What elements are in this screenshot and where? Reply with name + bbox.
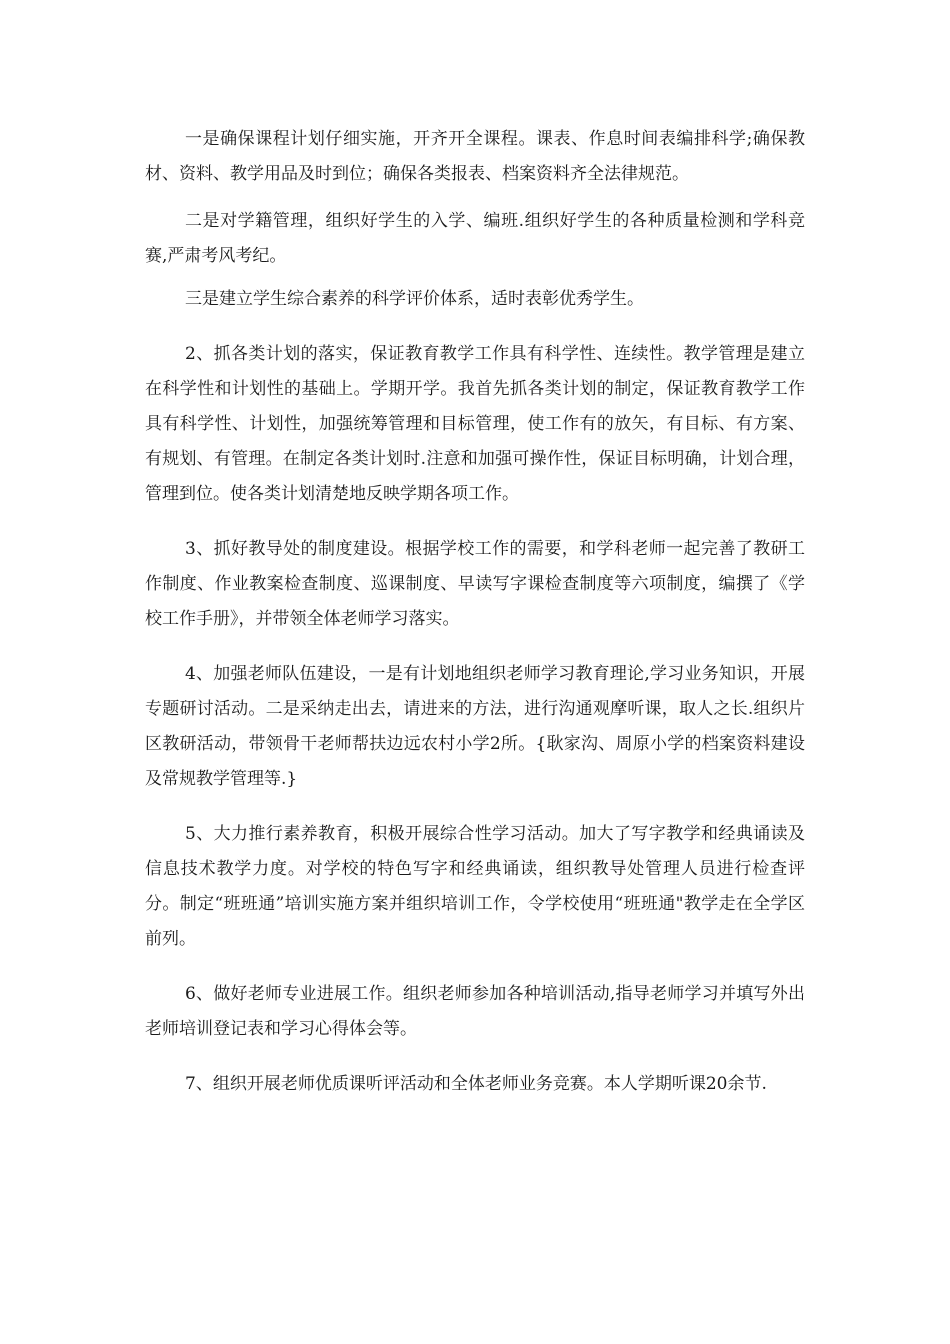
paragraph-9: 7、组织开展老师优质课听评活动和全体老师业务竞赛。本人学期听课20余节.	[185, 1074, 767, 1094]
paragraph-8: 6、做好老师专业进展工作。组织老师参加各种培训活动,指导老师学习并填写外出老师培训登记表和学习心得体会等。	[145, 984, 805, 1039]
paragraph-7: 5、大力推行素养教育，积极开展综合性学习活动。加大了写字教学和经典诵读及信息技术教学力度。对学校的特色写字和经典诵读，组织教导处管理人员进行检查评分。制定“班班通”培训实施方案并组织培训工作，令学校使用“班班通"教学走在全学区前列。	[145, 824, 805, 949]
paragraph-1: 一是确保课程计划仔细实施，开齐开全课程。课表、作息时间表编排科学;确保教材、资料、教学用品及时到位；确保各类报表、档案资料齐全法律规范。	[145, 129, 805, 184]
document-body	[145, 122, 805, 1102]
paragraph-2: 二是对学籍管理，组织好学生的入学、编班.组织好学生的各种质量检测和学科竞赛,严肃考风考纪。	[145, 211, 805, 266]
paragraph-6: 4、加强老师队伍建设，一是有计划地组织老师学习教育理论,学习业务知识，开展专题研讨活动。二是采纳走出去，请进来的方法，进行沟通观摩听课，取人之长.组织片区教研活动，带领骨干老师帮扶边远农村小学2所。{耿家沟、周原小学的档案资料建设及常规教学管理等.}	[145, 664, 805, 789]
paragraph-4: 2、抓各类计划的落实，保证教育教学工作具有科学性、连续性。教学管理是建立在科学性和计划性的基础上。学期开学。我首先抓各类计划的制定，保证教育教学工作具有科学性、计划性，加强统筹管理和目标管理，使工作有的放矢，有目标、有方案、有规划、有管理。在制定各类计划时.注意和加强可操作性，保证目标明确，计划合理，管理到位。使各类计划清楚地反映学期各项工作。	[145, 344, 805, 504]
paragraph-3: 三是建立学生综合素养的科学评价体系，适时表彰优秀学生。	[185, 289, 644, 309]
paragraph-5: 3、抓好教导处的制度建设。根据学校工作的需要，和学科老师一起完善了教研工作制度、作业教案检查制度、巡课制度、早读写字课检查制度等六项制度，编撰了《学校工作手册》，并带领全体老师学习落实。	[145, 539, 805, 629]
